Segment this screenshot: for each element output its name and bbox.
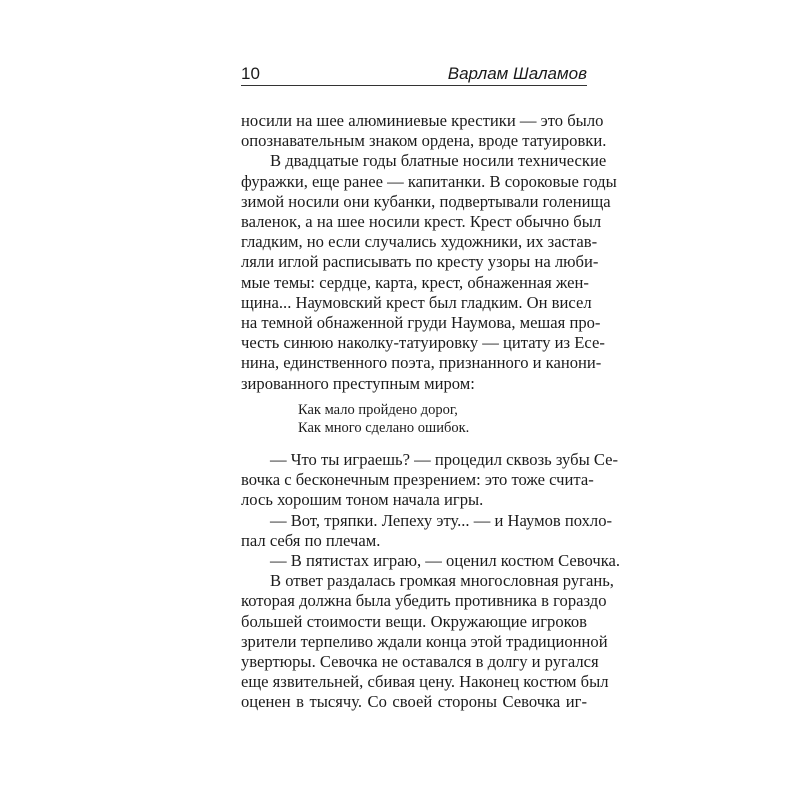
text-line: честь синюю наколку-татуировку — цитату из Есе-: [241, 333, 605, 353]
text-line: — Вот, тряпки. Лепеху эту... — и Наумов похло-: [270, 510, 613, 530]
running-head-author: Варлам Шаламов: [447, 64, 587, 83]
text-line: лось хорошим тоном начала игры.: [241, 490, 484, 510]
text-line: фуражки, еще ранее — капитанки. В сороковые годы: [241, 171, 617, 191]
header-rule: [241, 85, 587, 86]
text-line: пал себя по плечам.: [241, 530, 381, 550]
text-line: зимой носили они кубанки, подвертывали голенища: [241, 191, 611, 211]
text-line: гладким, но если случались художники, их застав-: [241, 232, 598, 252]
text-line: — В пятистах играю, — оценил костюм Севочка.: [270, 551, 621, 570]
text-line: на темной обнаженной груди Наумова, мешая про-: [241, 313, 601, 332]
text-line: В двадцатые годы блатные носили технические: [270, 151, 607, 171]
text-line: — Что ты играешь? — процедил сквозь зубы Се-: [270, 450, 619, 469]
text-line: оценен в тысячу. Со своей стороны Севочка иг-: [241, 692, 587, 712]
poem-line: Как много сделано ошибок.: [298, 419, 470, 436]
text-line: валенок, а на шее носили крест. Крест обычно был: [241, 212, 602, 231]
text-line: еще язвительней, сбивая цену. Наконец костюм был: [241, 672, 609, 692]
text-line: мые темы: сердце, карта, крест, обнаженная жен-: [241, 272, 589, 292]
text-line: зированного преступным миром:: [241, 373, 475, 393]
text-line: вочка с бесконечным презрением: это тоже счита-: [241, 470, 594, 490]
text-line: опознавательным знаком ордена, вроде татуировки.: [241, 131, 607, 151]
text-line: носили на шее алюминиевые крестики — это было: [241, 111, 604, 130]
text-line: ляли иглой расписывать по кресту узоры на люби-: [241, 252, 599, 272]
text-line: зрители терпеливо ждали конца этой традиционной: [241, 631, 608, 651]
text-line: которая должна была убедить противника в гораздо: [241, 591, 607, 611]
page-number: 10: [241, 64, 260, 83]
poem-line: Как мало пройдено дорог,: [298, 402, 458, 418]
text-line: В ответ раздалась громкая многословная ругань,: [270, 571, 614, 591]
text-line: большей стоимости вещи. Окружающие игроков: [241, 611, 587, 631]
text-line: щина... Наумовский крест был гладким. Он висел: [241, 292, 592, 312]
text-line: увертюры. Севочка не оставался в долгу и ругался: [241, 652, 599, 671]
text-line: нина, единственного поэта, признанного и канони-: [241, 353, 602, 373]
